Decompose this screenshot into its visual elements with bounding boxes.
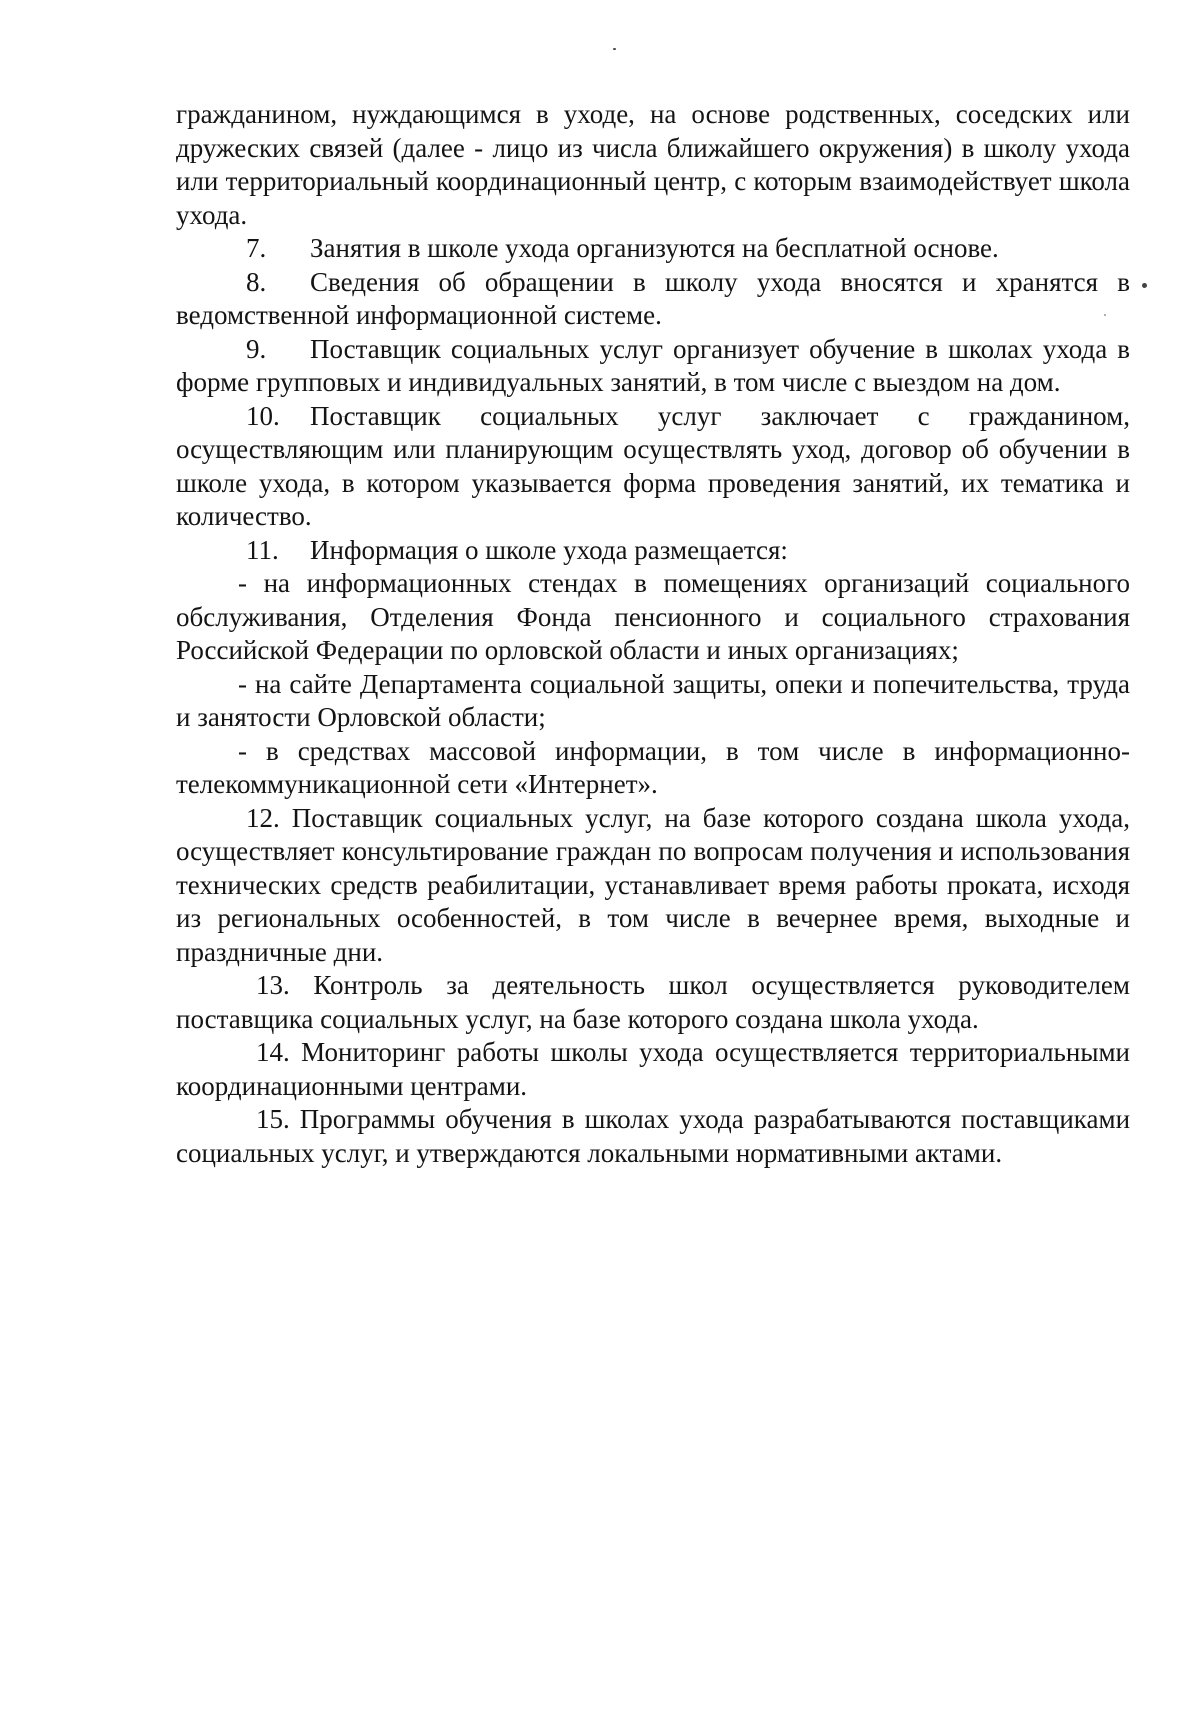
bullet-item: - на информационных стендах в помещениях организаций социального обслуживания, Отделения Фонда пенсионного и социального страхования Российской Федерации по орловской области и иных организациях; (176, 568, 1130, 665)
clause-14 (176, 1036, 1130, 1103)
clause-8 (176, 266, 1130, 333)
clause-10 (176, 400, 1130, 534)
paragraph-continuation: гражданином, нуждающимся в уходе, на основе родственных, соседских или дружеских связей (далее - лицо из числа ближайшего окружения) в школу ухода или территориальный координационный центр, с которым взаимодействует школа ухода. (176, 99, 1130, 230)
clause-15 (176, 1103, 1130, 1170)
clause-number: 14. (256, 1037, 290, 1067)
document-body (176, 98, 1130, 1170)
clause-text: Сведения об обращении в школу ухода вносятся и хранятся в ведомственной информационной системе. (176, 266, 1130, 330)
clause-number: 15. (256, 1104, 290, 1134)
clause-number: 10. (246, 400, 280, 431)
clause-number: 12. (246, 802, 280, 833)
clause-11 (176, 534, 1130, 568)
bullet-item: - в средствах массовой информации, в том числе в информационно-телекоммуникационной сети «Интернет». (176, 735, 1130, 799)
clause-12 (176, 802, 1130, 970)
scan-speck (1142, 283, 1147, 288)
clause-number: 7. (246, 233, 267, 263)
clause-number: 9. (246, 333, 267, 364)
clause-text: Поставщик социальных услуг, на базе которого создана школа ухода, осуществляет консультирование граждан по вопросам получения и использования технических средств реабилитации, устанавливает время работы проката, исходя из региональных особенностей, в том числе в вечернее время, выходные и праздничные дни. (176, 802, 1130, 967)
clause-text: Программы обучения в школах ухода разрабатываются поставщиками социальных услуг, и утверждаются локальными нормативными актами. (176, 1104, 1131, 1168)
clause-text: Контроль за деятельность школ осуществляется руководителем поставщика социальных услуг, на базе которого создана школа ухода. (176, 970, 1130, 1034)
clause-text: Информация о школе ухода размещается: (310, 534, 788, 565)
clause-13 (176, 969, 1130, 1036)
scan-speck (613, 48, 616, 50)
clause-number: 13. (256, 970, 290, 1000)
clause-number: 8. (246, 266, 267, 297)
clause-text: Поставщик социальных услуг организует обучение в школах ухода в форме групповых и индивидуальных занятий, в том числе с выездом на дом. (176, 333, 1130, 397)
clause-7 (176, 232, 1130, 266)
clause-9 (176, 333, 1130, 400)
clause-text: Поставщик социальных услуг заключает с гражданином, осуществляющим или планирующим осуществлять уход, договор об обучении в школе ухода, в котором указывается форма проведения занятий, их тематика и количество. (176, 400, 1130, 531)
clause-text: Мониторинг работы школы ухода осуществляется территориальными координационными центрами. (176, 1037, 1130, 1101)
bullet-item: - на сайте Департамента социальной защиты, опеки и попечительства, труда и занятости Орловской области; (176, 668, 1130, 732)
clause-number: 11. (246, 534, 279, 565)
clause-text: Занятия в школе ухода организуются на бесплатной основе. (310, 233, 999, 263)
